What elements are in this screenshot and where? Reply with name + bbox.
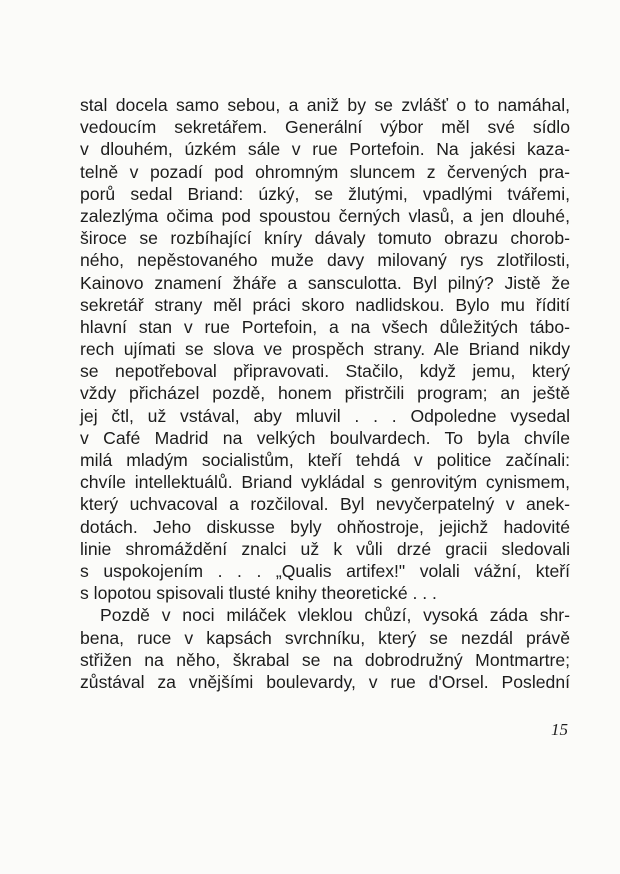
text-line-7: široce se rozbíhající kníry dávaly tomuto obrazu chorob- <box>80 228 570 249</box>
text-line-12: rech ujímati se slova ve prospěch strany. Ale Briand nikdy <box>80 339 570 360</box>
text-line-19: který uchvacoval a rozčiloval. Byl nevyčerpatelný v anek- <box>80 494 570 515</box>
text-line-14: vždy přicházel pozdě, honem přistrčili program; an ještě <box>80 383 570 404</box>
text-line-4: telně v pozadí pod ohromným sluncem z červených pra- <box>80 161 570 182</box>
text-line-3: v dlouhém, úzkém sále v rue Portefoin. Na jakési kaza- <box>80 139 570 160</box>
body-text <box>80 94 570 693</box>
page-number: 15 <box>551 720 568 739</box>
text-line-23: s lopotou spisovali tlusté knihy theoretické . . . <box>80 583 437 604</box>
text-line-17: milá mladým socialistům, kteří tehdá v politice začínali: <box>80 450 570 470</box>
text-line-8: ného, nepěstovaného muže davy milovaný rys zlotřilosti, <box>80 250 570 271</box>
text-line-24: Pozdě v noci miláček vleklou chůzí, vysoká záda shr- <box>100 605 570 626</box>
text-line-21: linie shromáždění znalci už k vůli drzé gracii sledovali <box>80 538 570 559</box>
text-line-22: s uspokojením . . . „Qualis artifex!" volali vážní, kteří <box>80 560 570 581</box>
text-line-13: se nepotřeboval připravovati. Stačilo, když jemu, který <box>80 361 570 382</box>
text-line-9: Kainovo znamení žháře a sansculotta. Byl pilný? Jistě že <box>80 272 570 293</box>
text-line-27: zůstával za vnějšími boulevardy, v rue d'Orsel. Poslední <box>80 671 570 692</box>
text-line-25: bena, ruce v kapsách svrchníku, který se nezdál právě <box>80 627 570 648</box>
text-line-10: sekretář strany měl práci skoro nadlidskou. Bylo mu řídití <box>80 294 570 315</box>
text-line-2: vedoucím sekretářem. Generální výbor měl své sídlo <box>80 117 570 138</box>
text-line-1: stal docela samo sebou, a aniž by se zvlášť o to namáhal, <box>80 95 570 115</box>
text-line-6: zalezlýma očima pod spoustou černých vlasů, a jen dlouhé, <box>80 205 570 226</box>
text-line-20: dotách. Jeho diskusse byly ohňostroje, jejichž hadovité <box>80 516 570 537</box>
text-line-18: chvíle intellektuálů. Briand vykládal s genrovitým cynismem, <box>80 472 570 493</box>
text-line-26: střižen na něho, škrabal se na dobrodružný Montmartre; <box>80 649 570 670</box>
text-line-16: v Café Madrid na velkých boulvardech. To byla chvíle <box>80 427 570 448</box>
text-line-15: jej čtl, už vstával, aby mluvil . . . Odpoledne vysedal <box>80 405 570 426</box>
text-line-11: hlavní stan v rue Portefoin, a na všech důležitých tábo- <box>80 316 570 337</box>
text-line-5: porů sedal Briand: úzký, se žlutými, vpadlými tvářemi, <box>80 183 570 204</box>
